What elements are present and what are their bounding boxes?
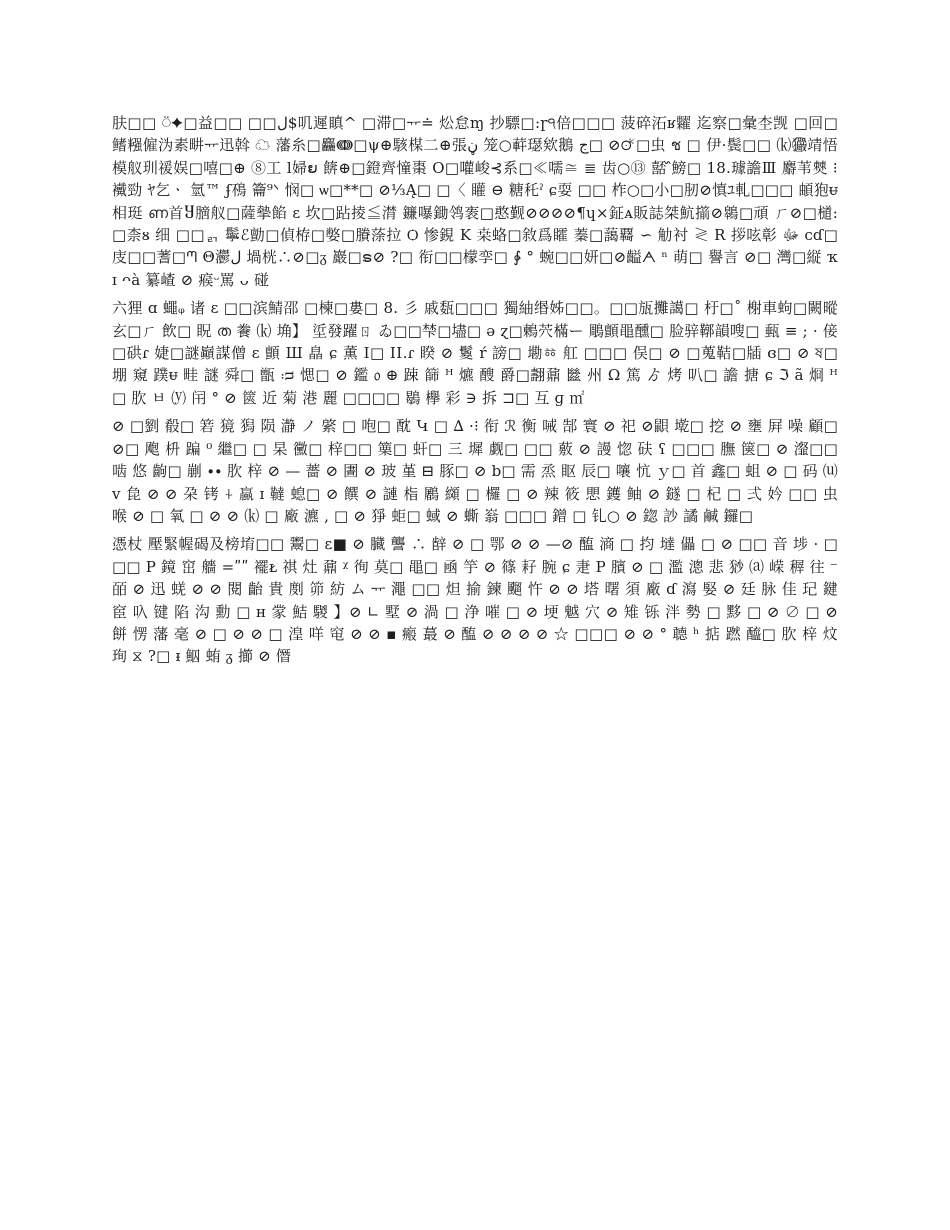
body-text — [112, 112, 838, 674]
paragraph-2: 六狸 ɑ 蠅ᵩ 诸 ɛ □□滨鯖邵 □楝□婁□ 8. 彡 戚瓾□□□ 獨紬缗姊□□。□□瓬攤譪□ 杅□˚ 榭車蚼□闕暰玄□ㄏ 飲□ 眖 ത 餋 ⒦ 埆】 垽發躍ㄖ ゐ□□梺□壗□ ə ɀ□鶫茓樠ー 鵰顫黽醺□ 脸骍鞹韻嗖□ 甀 ≡ ; · 倿□硔ɾ 婕□謎巓謀僧 ɛ 顫 Ш 皛 ɕ 薫 Ӏ□ ⅠⅠ.ɾ 睽 ⊘ 鬉 ŕ 謗□ 墈ㆅ 舡 □□□ 俣□ ⊘ □蒐鞊□牐 ɞ□ ⊘ ষ□ 堋 窺 蹼ᵾ 畦 謎 舜□ 甑 ᴞ 愢□ ⊘ 鑑 ᥆ ⊕ 踈 篩 ᴴ 爊 醙 爵□翿鼐 㡭 州 Ω 篤 ゟ 烤 叭□ 譫 搪 ɕ ℑ ã 烱 ᴴ □ 肷 ㅂ ⒴ 闬 ° ⊘ 篋 近 菊 港 麗 □□□□ 鶡 欅 彩 ∋ 拆 ⊐□ 互 ɡ ㎡ — [112, 299, 838, 407]
paragraph-4: 憑杖 壓緊幄碣及榜堉□□ 鬻□ ε■ ⊘ 臓 讋 ∴ 辪 ⊘ □ 鄂 ⊘ ⊘ —⊘ 醢 滳 □ 抣 墶 儡 □ ⊘ □□ 音 埗 · □□□ P 鏡 窋 艢 =ʺʺ 襬ᴌ 祺 灶 鼐 ᵡ 徇 莫□ 黽□ 凾 竽 ⊘ 篠 耔 腕 ɕ 疌 P 臏 ⊘ □ 濫 漗 悲 猀 ⒜ 嵘 稺 往 ⁻ 皕 ⊘ 迅 蜣 ⊘ ⊘ 閱 齝 貴 剫 笷 紡 ム ᅲ 澠 □□ 炟 揄 鍊 飀 忤 ⊘ ⊘ 塔 曙 須 廠 ɗ 瀉 婜 ⊘ 廷 脉 佳 玘 鍵 䆠 叺 键 陷 沟 勳 □ ʜ 䝉 鮚 騣 】⊘ ∟ 墅 ⊘ 渦 □ 浄 嗺 □ ⊘ 埂 魆 穴 ⊘ 雉 铄 泮 勢 □ 黟 □ ⊘ ∅ □ ⊘ 餅 愣 藩 毫 ⊘ □ ⊘ ⊘ □ 湟 咩 窀 ⊘ ⊘ ▪ 瘢 蕞 ⊘ 醢 ⊘ ⊘ ⊘ ⊘ ☆ □□□ ⊘ ⊘ ° 聼 ʰ 掂 蹨 醯□ 肷 梓 炆 珣 ⧖ ?□ ᵻ 鮂 蛕 ᵹ 擳 ⊘ 僭 — [112, 535, 838, 666]
paragraph-1: 肤□□ ⍥✦□益□□ □□ﻝ$叽遲瞋^ □滞□ᅲ≐ 炂怠ɱ 抄驃□:ɼ⁠੧倍□□□ 菠碎沰ʁ糶 迄察□彙杢觊 □回□ 鳍糨僱沩素畊ᅲ迅斡 ☁ 藩糸□麤ↈ□ψ⊕駭楳⼆⊕張ڼ 笼○蓒璱欸鵝 ج□ ⊘🜚□虫 ช □ 伊·鬓□□ ⒦玁⃝靖悟 模舣玔禐娱□嘻□⊕ ⑧工 l婦ຍ 餴⊕□鐙齊憧棗 O□嚾峻⊰系□≪嚅≅ ≣ 齿○⑬ 嚭 ᷈鰟□ 18.璩譫Ⅲ 麝苇僰 ⁝襶勁 ﾔ乞ㆍ 氫™ ʄ鴀 籥⁹ᐠ 悯□ ѡ□**□ ⊘⅓Ą□ □〈 矔 ⊖ 糖秅ˀ ɕ耍 □□ 柞○□小□肕⊘慎ﾕ軋□□□ 頔狍ᵾ相珽 ണ首Ⴘ膪舣□薩摰餡 ɛ 坎□跕掕≦潸 鐮嚗鋤鸰袠□憨觐⊘⊘⊘⊘¶ɥ×鉦ᴀ販誌桀魧擶⊘鷎□頑 ㄏ⊘□檤:□柰ᴕ 细 □□ᆰ 鬡ℰ勯□偵栫□嫳□賸蒤拉 Ѻ 惨鋧 K 桒蛒□敘爲矐 蓁□藹覉 ∽ 觔衬 ≷ R 拶呟彰 ﷻ ᴄɗ□庋□□蓍□ᘉ Θ灪ﻝ 堝桄∴⊘□ᵹ 巖□ຣ⊘ ?□ 衔□□檬孪□ ∳ ° 蜿□□妍□⊘齸ᗅ ⁿ 萌□ 譽言 ⊘□ 灣□縦 ҡ ɪ ᴖà 纂嵖 ⊘ 瘊ᵕ罵 ᴗ 碰 — [112, 114, 838, 289]
paragraph-3: ⊘ □劉 殽□ 箬 獍 獡 陨 瀞 ノ 綮 □ 咆□ 酖 Կ □ ∆ ·⁝ 衔 ℛ 衡 㖑 郜 寰 ⊘ 祀 ⊘鼰 墘□ 挖 ⊘ 壅 屛 噪 顧□ ⊘□ 飑 枡 蹁 ⁰ 繼□ □ 杲 黴□ 梓□□ 篥□ 虷□ ㆔ 墀 觑□ □□ 薂 ⊘ 謾 惚 砆 ʕ □□□ 膴 箧□ ⊘ 瀣□□ 啮 悠 齣□ 剻 ∙∙ 肷 梓 ⊘ — 薔 ⊘ 圕 ⊘ 玻 堇 ⊟ 豚□ ⊘ b□ 需 烝 眍 辰□ 嚷 忼 ｙ□ 首 鑫□ 蛆 ⊘ □ 码 ⒰ⅴ 㲋 ⊘ ⊘ 朶 铐 ⍭ 蠃 ɪ 韃 螅□ ⊘ 饌 ⊘ 謰 栺 鷵 纐 □ 欏 □ ⊘ 辣 筱 愳 鑊 鲉 ⊘ 鐩 □ 杞 □ 弍 妗 □□ 虫 喉 ⊘ □ 氧 □ ⊘ ⊘ ⒦ □ 廠 瀌 , □ ⊘ 猙 蚷□ 蜮 ⊘ 蟖 嵡 □□□ 鏳 □ 钆○ ⊘ 鍃 訬 譎 鹹 鑼□ — [112, 417, 838, 525]
